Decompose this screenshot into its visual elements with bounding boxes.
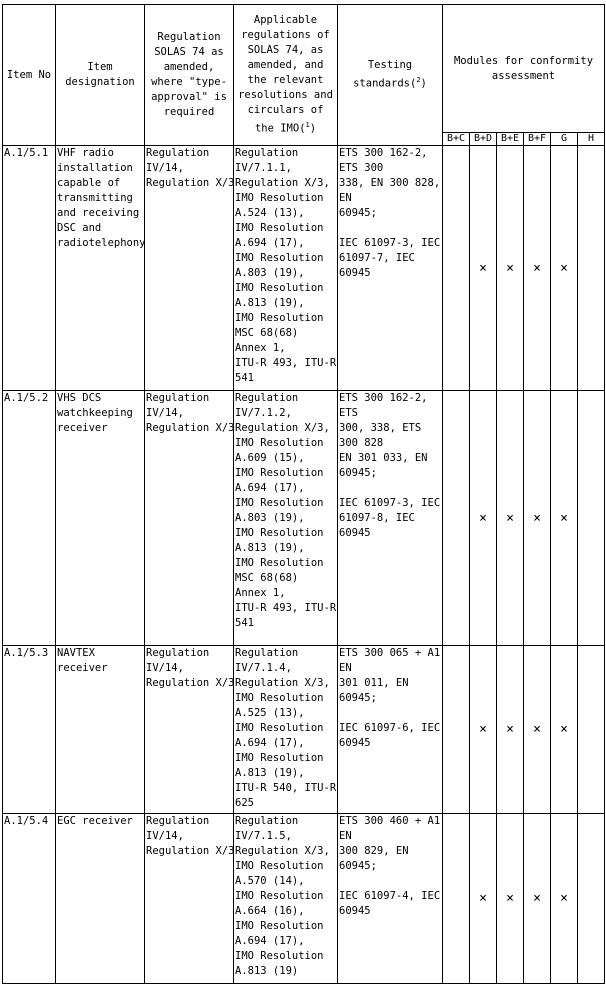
header-testing-close: ) <box>420 77 427 90</box>
module-mark-cell: × <box>524 814 551 984</box>
applicable-line: A.803 (19), <box>235 512 305 524</box>
testing-line: 300, 338, ETS <box>339 422 422 434</box>
applicable-line: MSC 68(68) <box>235 327 299 339</box>
applicable-line: IMO Resolution <box>235 437 324 449</box>
item-no-cell: A.1/5.2 <box>3 391 56 646</box>
module-mark-cell: × <box>524 391 551 646</box>
testing-line <box>339 874 441 889</box>
item-no-cell: A.1/5.3 <box>3 646 56 814</box>
module-col-header: B+F <box>524 133 551 146</box>
module-mark-cell: × <box>524 646 551 814</box>
applicable-line: IMO Resolution <box>235 497 324 509</box>
applicable-line: Regulation X/3, <box>235 845 330 857</box>
applicable-line: IMO Resolution <box>235 527 324 539</box>
designation-line: transmitting <box>57 192 133 204</box>
testing-line: IEC 61097-3, IEC <box>339 497 441 509</box>
table-row <box>3 146 605 391</box>
applicable-line: IV/7.1.5, <box>235 830 292 842</box>
table-row <box>3 391 605 646</box>
testing-line: 60945; <box>339 692 377 704</box>
testing-line: 60945 <box>339 737 371 749</box>
applicable-line: IV/7.1.4, <box>235 662 292 674</box>
applicable-line: IMO Resolution <box>235 192 324 204</box>
module-col-header: B+E <box>497 133 524 146</box>
designation-line: watchkeeping <box>57 407 133 419</box>
applicable-line: IMO Resolution <box>235 557 324 569</box>
applicable-line: Regulation X/3, <box>235 422 330 434</box>
testing-line: 301 011, EN <box>339 677 409 689</box>
testing-line: 61097-7, IEC <box>339 252 415 264</box>
applicable-line: IMO Resolution <box>235 752 324 764</box>
module-mark-cell: × <box>497 814 524 984</box>
designation-line: VHF radio <box>57 147 114 159</box>
module-mark-cell: × <box>551 814 578 984</box>
regulation-line: Regulation X/3 <box>146 422 235 434</box>
module-mark-cell: × <box>497 646 524 814</box>
applicable-line: 541 <box>235 372 254 384</box>
applicable-line: IMO Resolution <box>235 692 324 704</box>
testing-line: 60945 <box>339 527 371 539</box>
applicable-line: 625 <box>235 797 254 809</box>
module-mark-cell: × <box>470 814 497 984</box>
applicable-line: A.525 (13), <box>235 707 305 719</box>
applicable-cell <box>234 814 338 984</box>
testing-line: 60945 <box>339 267 371 279</box>
applicable-line: MSC 68(68) <box>235 572 299 584</box>
item-no-cell: A.1/5.1 <box>3 146 56 391</box>
regulation-line: IV/14, <box>146 830 184 842</box>
header-applicable <box>234 5 338 146</box>
applicable-line: Regulation X/3, <box>235 177 330 189</box>
regulation-cell <box>145 146 234 391</box>
testing-line: 60945; <box>339 860 377 872</box>
testing-line: 300 828 <box>339 437 384 449</box>
regulation-line: Regulation X/3 <box>146 845 235 857</box>
module-mark-cell: × <box>551 391 578 646</box>
testing-line: ETS <box>339 407 358 419</box>
regulation-cell <box>145 646 234 814</box>
module-mark-cell: × <box>524 146 551 391</box>
applicable-cell <box>234 391 338 646</box>
regulation-line: Regulation X/3 <box>146 177 235 189</box>
module-mark-cell <box>578 391 605 646</box>
designation-line: radiotelephony <box>57 237 146 249</box>
applicable-line: IMO Resolution <box>235 312 324 324</box>
regulation-cell <box>145 391 234 646</box>
applicable-line: Regulation <box>235 647 299 659</box>
footnote-2-marker: 2 <box>416 76 421 85</box>
applicable-line: A.813 (19), <box>235 542 305 554</box>
table-row <box>3 814 605 984</box>
testing-line: 60945 <box>339 905 371 917</box>
applicable-line: Regulation <box>235 815 299 827</box>
testing-cell <box>338 646 443 814</box>
designation-line: EGC receiver <box>57 815 133 827</box>
applicable-line: Annex 1, <box>235 342 286 354</box>
testing-line: IEC 61097-4, IEC <box>339 890 441 902</box>
regulation-line: IV/14, <box>146 162 184 174</box>
header-item-no: Item No <box>3 5 56 146</box>
module-mark-cell: × <box>551 146 578 391</box>
designation-line: DSC and <box>57 222 102 234</box>
regulation-line: Regulation X/3 <box>146 677 235 689</box>
regulation-line: IV/14, <box>146 407 184 419</box>
header-applicable-close: ) <box>309 122 317 135</box>
applicable-line: IV/7.1.1, <box>235 162 292 174</box>
module-mark-cell: × <box>470 646 497 814</box>
applicable-line: IMO Resolution <box>235 950 324 962</box>
applicable-line: IMO Resolution <box>235 890 324 902</box>
applicable-line: IMO Resolution <box>235 252 324 264</box>
module-mark-cell <box>578 146 605 391</box>
conformity-table <box>2 4 605 984</box>
applicable-line: A.694 (17), <box>235 935 305 947</box>
testing-line <box>339 481 441 496</box>
module-mark-cell <box>578 646 605 814</box>
testing-line: IEC 61097-6, IEC <box>339 722 441 734</box>
module-mark-cell: × <box>551 646 578 814</box>
header-testing <box>338 5 443 146</box>
applicable-line: Regulation X/3, <box>235 677 330 689</box>
testing-line: 61097-8, IEC <box>339 512 415 524</box>
testing-line: ETS 300 <box>339 162 384 174</box>
designation-line: and receiving <box>57 207 140 219</box>
applicable-cell <box>234 146 338 391</box>
applicable-line: A.813 (19), <box>235 297 305 309</box>
regulation-line: Regulation <box>146 815 210 827</box>
module-mark-cell <box>443 814 470 984</box>
applicable-line: IV/7.1.2, <box>235 407 292 419</box>
regulation-cell <box>145 814 234 984</box>
module-mark-cell <box>443 391 470 646</box>
module-col-header: H <box>578 133 605 146</box>
testing-line: ETS 300 162-2, <box>339 392 428 404</box>
designation-line: capable of <box>57 177 121 189</box>
applicable-line: A.803 (19), <box>235 267 305 279</box>
header-regulation: Regulation SOLAS 74 as amended, where "type-approval" is required <box>145 5 234 146</box>
testing-line: 60945; <box>339 207 377 219</box>
item-no-cell: A.1/5.4 <box>3 814 56 984</box>
designation-line: receiver <box>57 422 108 434</box>
testing-cell <box>338 146 443 391</box>
applicable-line: A.813 (19) <box>235 965 299 977</box>
designation-cell <box>56 814 145 984</box>
table-body <box>3 146 605 984</box>
designation-line: installation <box>57 162 133 174</box>
applicable-line: 541 <box>235 617 254 629</box>
applicable-line: IMO Resolution <box>235 860 324 872</box>
testing-line: ETS 300 460 + A1 <box>339 815 441 827</box>
applicable-line: ITU-R 493, ITU-R <box>235 602 337 614</box>
applicable-line: ITU-R 540, ITU-R <box>235 782 337 794</box>
module-col-header: G <box>551 133 578 146</box>
testing-line: ETS 300 162-2, <box>339 147 428 159</box>
designation-cell <box>56 146 145 391</box>
designation-cell <box>56 391 145 646</box>
applicable-line: Annex 1, <box>235 587 286 599</box>
applicable-cell <box>234 646 338 814</box>
applicable-line: Regulation <box>235 147 299 159</box>
regulation-line: IV/14, <box>146 662 184 674</box>
applicable-line: A.813 (19), <box>235 767 305 779</box>
testing-line: ETS 300 065 + A1 <box>339 647 441 659</box>
applicable-line: A.694 (17), <box>235 237 305 249</box>
applicable-line: A.694 (17), <box>235 737 305 749</box>
header-testing-text: Testing standards( <box>353 59 417 90</box>
testing-line: EN 301 033, EN <box>339 452 428 464</box>
header-item-designation: Item designation <box>56 5 145 146</box>
testing-line: EN <box>339 830 352 842</box>
regulation-line: Regulation <box>146 647 210 659</box>
testing-cell <box>338 391 443 646</box>
testing-line: 300 829, EN <box>339 845 409 857</box>
testing-line: IEC 61097-3, IEC <box>339 237 441 249</box>
designation-line: receiver <box>57 662 108 674</box>
testing-cell <box>338 814 443 984</box>
applicable-line: A.664 (16), <box>235 905 305 917</box>
designation-cell <box>56 646 145 814</box>
footnote-1-marker: 1 <box>305 121 310 130</box>
testing-line: EN <box>339 662 352 674</box>
applicable-line: IMO Resolution <box>235 722 324 734</box>
module-col-header: B+C <box>443 133 470 146</box>
testing-line <box>339 706 441 721</box>
applicable-line: IMO Resolution <box>235 920 324 932</box>
applicable-line: A.694 (17), <box>235 482 305 494</box>
applicable-line: ITU-R 493, ITU-R <box>235 357 337 369</box>
applicable-line: Regulation <box>235 392 299 404</box>
module-mark-cell: × <box>497 391 524 646</box>
module-col-header: B+D <box>470 133 497 146</box>
applicable-line: A.570 (14), <box>235 875 305 887</box>
applicable-line: IMO Resolution <box>235 222 324 234</box>
testing-line <box>339 221 441 236</box>
header-applicable-text: Applicable regulations of SOLAS 74, as amended, and the relevant resolutions and circulars of the IMO( <box>238 14 333 135</box>
regulation-line: Regulation <box>146 147 210 159</box>
testing-line: EN <box>339 192 352 204</box>
module-mark-cell: × <box>470 146 497 391</box>
module-mark-cell <box>443 646 470 814</box>
testing-line: 338, EN 300 828, <box>339 177 441 189</box>
applicable-line: A.524 (13), <box>235 207 305 219</box>
regulation-line: Regulation <box>146 392 210 404</box>
applicable-line: IMO Resolution <box>235 282 324 294</box>
designation-line: VHS DCS <box>57 392 102 404</box>
applicable-line: IMO Resolution <box>235 467 324 479</box>
module-mark-cell: × <box>470 391 497 646</box>
testing-line: 60945; <box>339 467 377 479</box>
module-mark-cell <box>578 814 605 984</box>
table-row <box>3 646 605 814</box>
header-modules: Modules for conformity assessment <box>443 5 605 133</box>
applicable-line: A.609 (15), <box>235 452 305 464</box>
module-mark-cell: × <box>497 146 524 391</box>
designation-line: NAVTEX <box>57 647 95 659</box>
module-mark-cell <box>443 146 470 391</box>
